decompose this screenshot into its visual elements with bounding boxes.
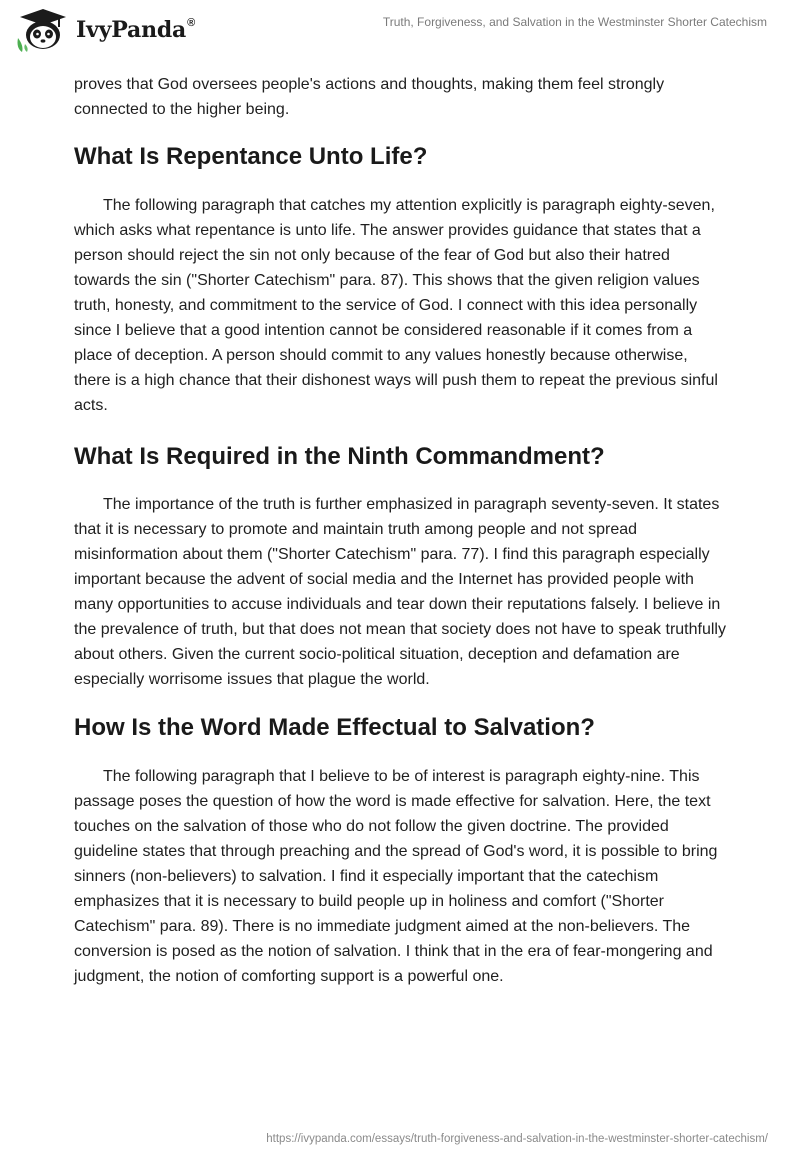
source-url-link[interactable]: https://ivypanda.com/essays/truth-forgiveness-and-salvation-in-the-westminster-shorter-catechism/	[266, 1133, 768, 1145]
section-heading-ninth-commandment: What Is Required in the Ninth Commandment?	[74, 443, 605, 470]
essay-content	[74, 72, 728, 989]
brand-name: IvyPanda®	[76, 17, 196, 43]
document-title: Truth, Forgiveness, and Salvation in the Westminster Shorter Catechism	[382, 15, 767, 29]
section-paragraph-repentance: The following paragraph that catches my attention explicitly is paragraph eighty-seven, which asks what repentance is unto life. The answer provides guidance that states that a person should reject the sin not only because of the fear of God but also their hatred towards the sin ("Shorter Catechism" para. 87). This shows that the given religion values truth, honesty, and commitment to the service of God. I connect with this idea personally since I believe that a good intention cannot be considered reasonable if it comes from a place of deception. A person should commit to any values honestly because otherwise, there is a high chance that their dishonest ways will push them to repeat the previous sinful acts.	[74, 197, 718, 414]
section-heading-repentance: What Is Repentance Unto Life?	[74, 143, 428, 170]
intro-paragraph: proves that God oversees people's actions and thoughts, making them feel strongly connected to the higher being.	[74, 76, 665, 118]
panda-logo-icon	[16, 8, 70, 52]
section-paragraph-ninth-commandment: The importance of the truth is further emphasized in paragraph seventy-seven. It states that it is necessary to promote and maintain truth among people and not spread misinformation about them ("Shorter Catechism" para. 77). I find this paragraph especially important because the advent of social media and the Internet has provided people with many opportunities to accuse individuals and tear down their reputations falsely. I believe in the prevalence of truth, but that does not mean that society does not have to speak truthfully about others. Given the current socio-political situation, deception and defamation are especially worrisome issues that plague the world.	[74, 496, 726, 688]
page-header	[0, 0, 800, 60]
section-paragraph-salvation: The following paragraph that I believe to be of interest is paragraph eighty-nine. This passage poses the question of how the word is made effective for salvation. Here, the text touches on the salvation of those who do not follow the given doctrine. The provided guideline states that through preaching and the spread of God's word, it is possible to bring sinners (non-believers) to salvation. I find it especially important that the catechism emphasizes that it is necessary to build people up in holiness and comfort ("Shorter Catechism" para. 89). There is no immediate judgment aimed at the non-believers. The conversion is posed as the notion of salvation. I think that in the era of fear-mongering and judgment, the notion of comforting support is a powerful one.	[74, 768, 718, 985]
brand-logo[interactable]	[16, 8, 195, 52]
section-heading-salvation: How Is the Word Made Effectual to Salvation?	[74, 714, 595, 741]
